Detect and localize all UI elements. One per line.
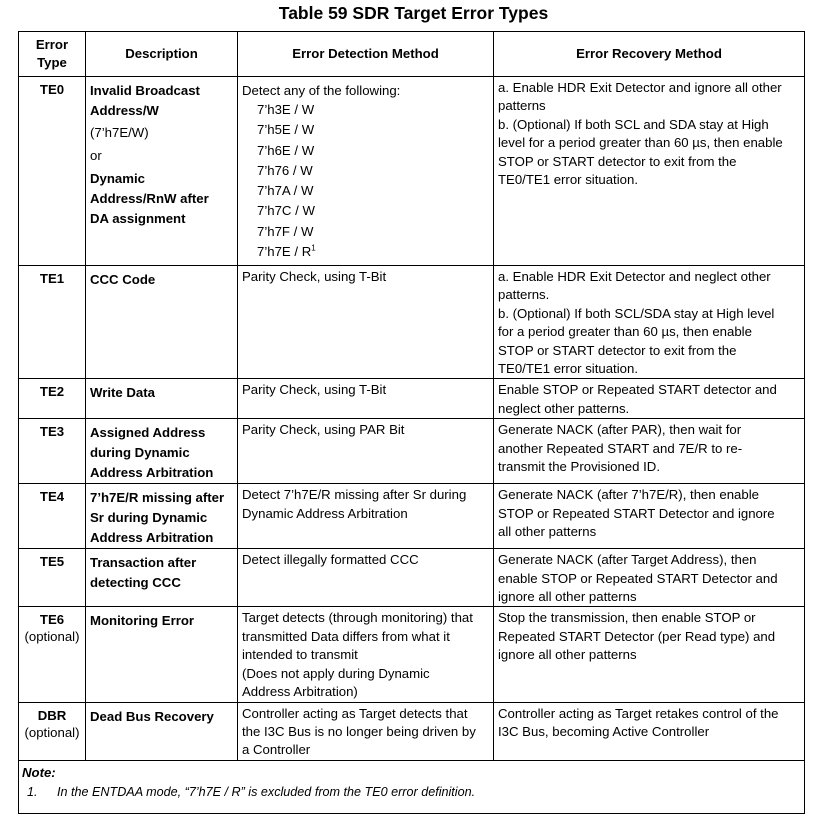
detection-cell: Parity Check, using T-Bit [238, 379, 494, 419]
table-row [19, 549, 805, 607]
note-title: Note: [22, 764, 56, 780]
description-cell: Transaction after detecting CCC [86, 549, 238, 607]
recovery-cell: Generate NACK (after 7’h7E/R), then enable STOP or Repeated START Detector and ignore all other patterns [494, 484, 805, 549]
recovery-cell: Stop the transmission, then enable STOP or Repeated START Detector (per Read type) and ignore all other patterns [494, 607, 805, 702]
header-recovery: Error Recovery Method [494, 32, 805, 77]
description-cell: Dead Bus Recovery [86, 702, 238, 760]
footnote-text: In the ENTDAA mode, “7’h7E / R” is excluded from the TE0 error definition. [57, 784, 476, 799]
optional-label: (optional) [24, 724, 80, 740]
header-error-type: Error Type [19, 32, 86, 77]
detection-cell: Detect 7’h7E/R missing after Sr during Dynamic Address Arbitration [238, 484, 494, 549]
optional-label: (optional) [24, 629, 80, 645]
table-row [19, 702, 805, 760]
recovery-cell: Generate NACK (after PAR), then wait for another Repeated START and 7E/R to re- transmit the Provisioned ID. [494, 419, 805, 484]
detection-cell: Target detects (through monitoring) that transmitted Data differs from what it intended to transmit (Does not apply during Dynamic Address Arbitration) [238, 607, 494, 702]
recovery-cell: a. Enable HDR Exit Detector and neglect other patterns. b. (Optional) If both SCL/SDA stay at High level for a period greater than 60 µs, then enable STOP or START detector to exit from the TE0/TE1 error situation. [494, 266, 805, 379]
header-description: Description [86, 32, 238, 77]
te0-excluded-address: 7’h7E / $R^1$ [257, 243, 316, 260]
table-row [19, 607, 805, 702]
description-cell: CCC Code [86, 266, 238, 379]
table-row [19, 419, 805, 484]
header-row [19, 32, 805, 77]
table-title: Table 59 SDR Target Error Types [278, 3, 549, 23]
recovery-cell: a. Enable HDR Exit Detector and ignore all other patterns b. (Optional) If both SCL and SDA stay at High level for a period greater than 60 µs, then enable STOP or START detector to exit from the TE0/TE1 error situation. [494, 77, 805, 266]
recovery-cell: Enable STOP or Repeated START detector and neglect other patterns. [494, 379, 805, 419]
error-type-cell: TE5 [19, 549, 86, 607]
table-row [19, 77, 805, 266]
error-type-cell: TE1 [19, 266, 86, 379]
note-row [19, 760, 805, 813]
error-type-cell: TE2 [19, 379, 86, 419]
description-cell: Monitoring Error [86, 607, 238, 702]
detection-cell: Parity Check, using T-Bit [238, 266, 494, 379]
description-cell: Write Data [86, 379, 238, 419]
footnote-ref: 1 [311, 243, 316, 253]
error-type-cell: TE0 [19, 77, 86, 266]
detection-cell: Detect any of the following: 7’h3E / W 7’h5E / W 7’h6E / W 7’h76 / W 7’h7A / W 7’h7C / W 7’h7F / W 7’h7E / $R^1$ [238, 77, 494, 266]
recovery-cell: Controller acting as Target retakes control of the I3C Bus, becoming Active Controller [494, 702, 805, 760]
table-row [19, 484, 805, 549]
description-cell: 7’h7E/R missing after Sr during Dynamic Address Arbitration [86, 484, 238, 549]
table-row [19, 266, 805, 379]
description-cell: Assigned Address during Dynamic Address Arbitration [86, 419, 238, 484]
error-type-cell: TE6 (optional) [19, 607, 86, 702]
header-detection: Error Detection Method [238, 32, 494, 77]
detection-cell: Controller acting as Target detects that the I3C Bus is no longer being driven by a Controller [238, 702, 494, 760]
footnote-number: 1. [27, 784, 38, 799]
footnote [22, 785, 800, 799]
error-types-table [18, 31, 805, 814]
description-cell: Invalid Broadcast Address/W (7’h7E/W) or Dynamic Address/RnW after DA assignment [86, 77, 238, 266]
recovery-cell: Generate NACK (after Target Address), then enable STOP or Repeated START Detector and ignore all other patterns [494, 549, 805, 607]
table-row [19, 379, 805, 419]
error-type-cell: TE3 [19, 419, 86, 484]
error-type-cell: TE4 [19, 484, 86, 549]
error-type-cell: DBR (optional) [19, 702, 86, 760]
detection-cell: Parity Check, using PAR Bit [238, 419, 494, 484]
note-cell [19, 760, 805, 813]
detection-cell: Detect illegally formatted CCC [238, 549, 494, 607]
